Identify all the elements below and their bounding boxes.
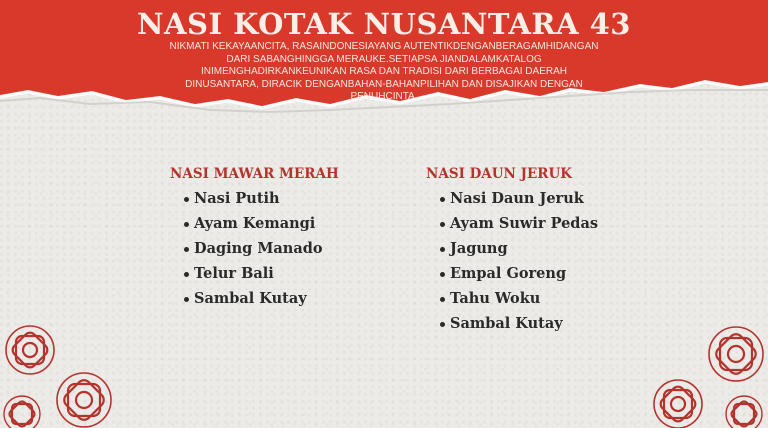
menu-item: Daging Manado bbox=[170, 236, 339, 261]
menu-item: Nasi Putih bbox=[170, 186, 339, 211]
menu-item: Tahu Woku bbox=[426, 286, 598, 311]
menu-list bbox=[170, 186, 339, 311]
menu-item: Telur Bali bbox=[170, 261, 339, 286]
menu-item: Ayam Kemangi bbox=[170, 211, 339, 236]
mandala-ornament-icon bbox=[0, 318, 120, 428]
menu-column-mawar-merah bbox=[170, 166, 339, 311]
menu-title: NASI MAWAR MERAH bbox=[170, 166, 339, 182]
menu-item: Jagung bbox=[426, 236, 598, 261]
menu-column-daun-jeruk bbox=[426, 166, 598, 336]
menu-item: Empal Goreng bbox=[426, 261, 598, 286]
menu-item: Sambal Kutay bbox=[426, 311, 598, 336]
menu-title: NASI DAUN JERUK bbox=[426, 166, 572, 182]
page-subtitle: NIKMATI KEKAYAANCITA, RASAINDONESIAYANG AUTENTIKDENGANBERAGAMHIDANGAN DARI SABANGHINGGA MERAUKE.SETIAPSA JIANDALAMKATALOG INIMENGHADIRKANKEUNIKAN RASA DAN TRADISI DARI BERBAGAI DAERAH DINUSANTARA, DIRACIK DENGANBAHAN-BAHANPILIHAN DAN DISAJIKAN DENGAN PENUHCINTA. bbox=[169, 41, 599, 102]
menu-list bbox=[426, 186, 598, 336]
menu-item: Sambal Kutay bbox=[170, 286, 339, 311]
page-title: NASI KOTAK NUSANTARA 43 bbox=[137, 7, 631, 41]
menu-item: Ayam Suwir Pedas bbox=[426, 211, 598, 236]
menu-item: Nasi Daun Jeruk bbox=[426, 186, 598, 211]
mandala-ornament-icon bbox=[640, 318, 768, 428]
